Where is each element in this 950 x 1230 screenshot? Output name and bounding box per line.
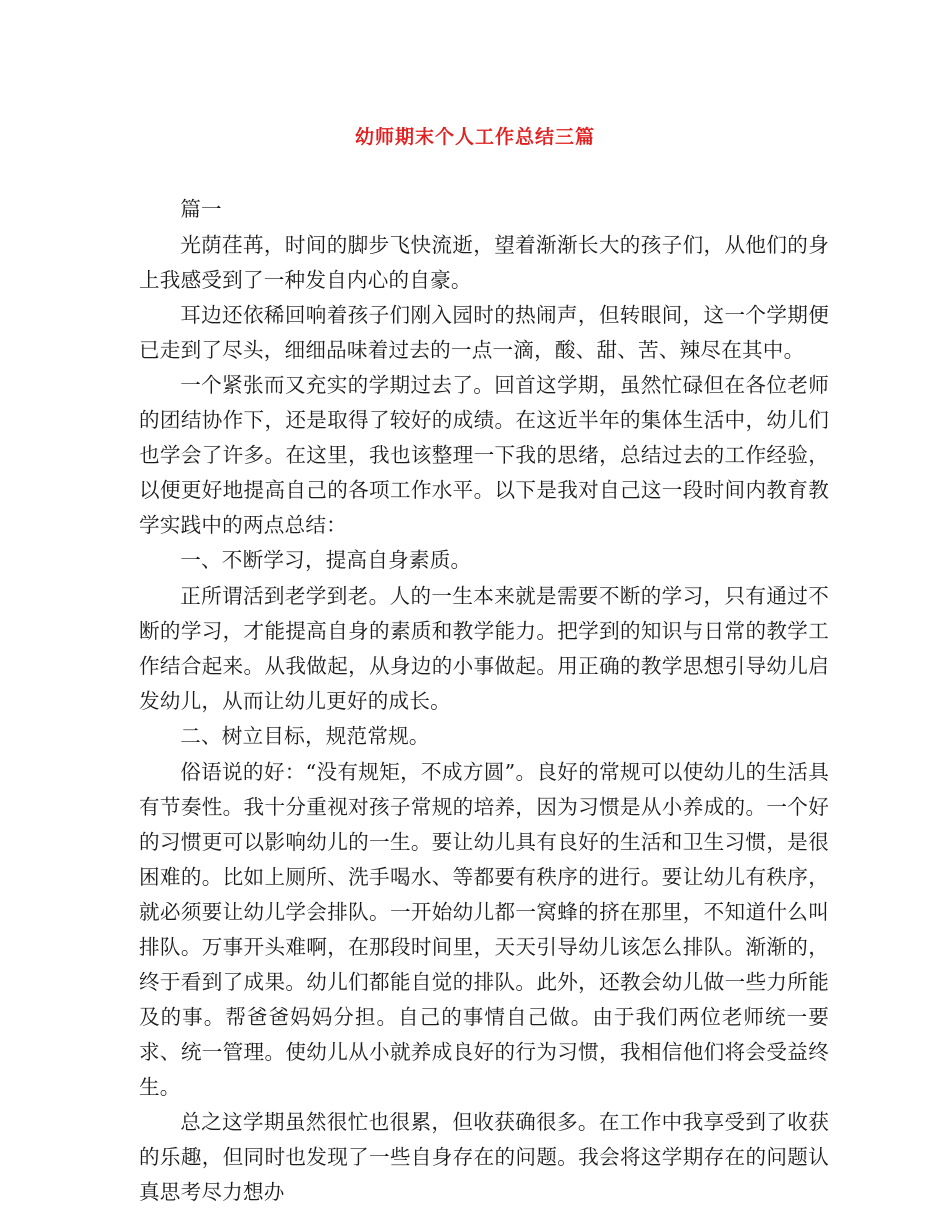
paragraph: 总之这学期虽然很忙也很累，但收获确很多。在工作中我享受到了收获的乐趣，但同时也发现了一些自身存在的问题。我会将这学期存在的问题认真思考尽力想办 <box>139 1110 829 1204</box>
section-label: 篇一 <box>180 197 222 221</box>
paragraph: 光荫荏苒，时间的脚步飞快流逝，望着渐渐长大的孩子们，从他们的身上我感受到了一种发自内心的自豪。 <box>139 233 829 292</box>
document-body <box>139 192 829 1210</box>
subsection-heading: 一、不断学习，提高自身素质。 <box>180 548 472 572</box>
document-title: 幼师期末个人工作总结三篇 <box>354 126 595 148</box>
paragraph: 俗语说的好：“没有规矩，不成方圆”。良好的常规可以使幼儿的生活具有节奏性。我十分重视对孩子常规的培养，因为习惯是从小养成的。一个好的习惯更可以影响幼儿的一生。要让幼儿具有良好的生活和卫生习惯，是很困难的。比如上厕所、洗手喝水、等都要有秩序的进行。要让幼儿有秩序，就必须要让幼儿学会排队。一开始幼儿都一窝蜂的挤在那里，不知道什么叫排队。万事开头难啊，在那段时间里，天天引导幼儿该怎么排队。渐渐的，终于看到了成果。幼儿们都能自觉的排队。此外，还教会幼儿做一些力所能及的事。帮爸爸妈妈分担。自己的事情自己做。由于我们两位老师统一要求、统一管理。使幼儿从小就养成良好的行为习惯，我相信他们将会受益终生。 <box>139 760 829 1099</box>
paragraph: 耳边还依稀回响着孩子们刚入园时的热闹声，但转眼间，这一个学期便已走到了尽头，细细品味着过去的一点一滴，酸、甜、苦、辣尽在其中。 <box>139 303 829 362</box>
paragraph: 一个紧张而又充实的学期过去了。回首这学期，虽然忙碌但在各位老师的团结协作下，还是取得了较好的成绩。在这近半年的集体生活中，幼儿们也学会了许多。在这里，我也该整理一下我的思绪，总结过去的工作经验，以便更好地提高自己的各项工作水平。以下是我对自己这一段时间内教育教学实践中的两点总结： <box>139 373 829 537</box>
subsection-heading: 二、树立目标，规范常规。 <box>180 724 430 748</box>
paragraph: 正所谓活到老学到老。人的一生本来就是需要不断的学习，只有通过不断的学习，才能提高自身的素质和教学能力。把学到的知识与日常的教学工作结合起来。从我做起，从身边的小事做起。用正确的教学思想引导幼儿启发幼儿，从而让幼儿更好的成长。 <box>139 584 829 713</box>
